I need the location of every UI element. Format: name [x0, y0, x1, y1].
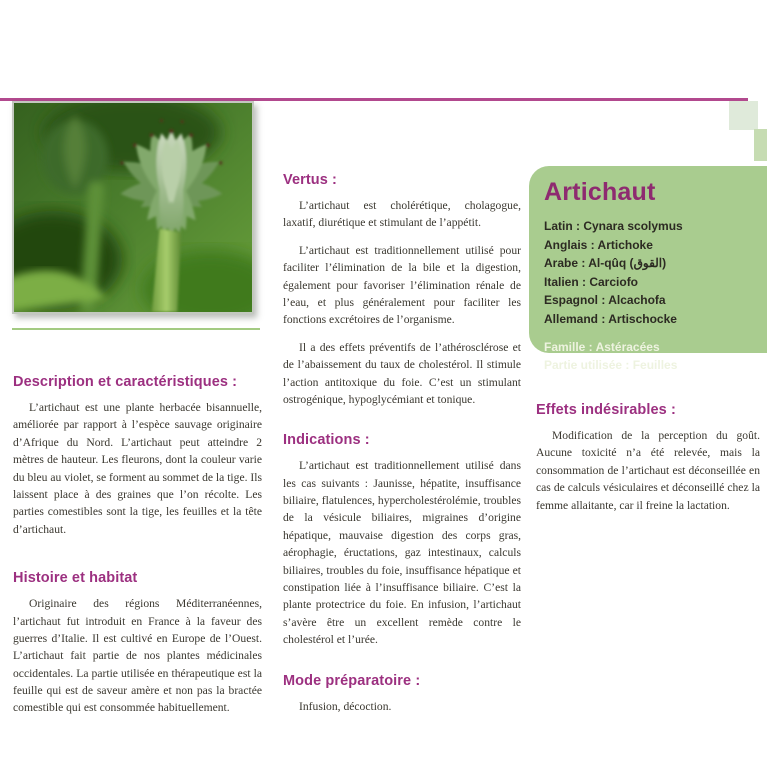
description-paragraph: L’artichaut est une plante herbacée bisannuelle, améliorée par rapport à l’espèce sauvage originaire d’Afrique du Nord. L’artichaut peut atteindre 2 mètres de hauteur. Les fleurons, dont la couleur varie du bleu au violet, se forment au sommet de la tige. Ils laissent place à des graines que l’on récolte. Les parties comestibles sont la tige, les feuilles et la tête d’artichaut. — [13, 401, 262, 536]
histoire-paragraph: Originaire des régions Méditerranéennes, l’artichaut fut introduit en France à la faveur des guerres d’Italie. Il est cultivé en Europe de l’Ouest. L’artichaut fait partie de nos plantes médicinales occidentales. La partie utilisée en thérapeutique est la feuille qui est de saveur amère et non pas la bractée comestible qui est consommée habituellement. — [13, 597, 262, 715]
indications-heading: Indications : — [283, 432, 370, 449]
artichoke-photo — [12, 101, 254, 314]
name-latin: Latin : Cynara scolymus — [544, 219, 683, 233]
vertus-paragraph-2: L’artichaut est traditionnellement utilisé pour faciliter l’élimination de la bile et la digestion, également pour favoriser l’élimination rénale de l’eau, et plus généralement pour faciliter les fonctions excrétoires de l’organisme. — [283, 243, 521, 327]
vertus-paragraph-3: Il a des effets préventifs de l’athérosclérose et de l’abaissement du taux de cholestérol. Il stimule l’action antitoxique du foie. C’est un stimulant ostrogénique, hypoglycémiant et tonique. — [283, 340, 521, 406]
description-heading: Description et caractéristiques : — [13, 374, 238, 390]
histoire-heading: Histoire et habitat — [13, 570, 138, 587]
name-espagnol: Espagnol : Alcachofa — [544, 293, 666, 308]
name-italien: Italien : Carciofo — [544, 274, 639, 289]
vertus-paragraph-1: L’artichaut est cholérétique, cholagogue, laxatif, diurétique et stimulant de l’appétit. — [283, 199, 521, 230]
plant-info-box — [529, 166, 767, 372]
left-column — [13, 374, 262, 727]
mode-preparatoire-paragraph: Infusion, décoction. — [299, 699, 392, 713]
name-arabe: Arabe : Al-qûq (القوق) — [544, 256, 667, 271]
indications-paragraph: L’artichaut est traditionnellement utilisé dans les cas suivants : Jaunisse, hépatite, insuffisance biliaire, flatulences, hypercholestérolémie, troubles de la vésicule biliaires, migraines d’origine hépatique, mauvaise digestion des corps gras, aérophagie, éructations, gaz intestinaux, calculs biliaires, troubles du foie, insuffisance hépatique et constipation liée à l’insuffisance biliaire. C’est la plante protectrice du foie. En infusion, l’artichaut s’avère être un excellent remède contre le cholestérol et l’urée. — [283, 459, 521, 647]
effets-paragraph: Modification de la perception du goût. Aucune toxicité n’a été relevée, mais la consommation de l’artichaut est déconseillée en cas de calculs vésiculaires et déconseillé chez la femme allaitante, car il freine la lactation. — [536, 429, 760, 512]
right-column — [536, 402, 760, 524]
famille-line: Famille : Astéracées — [544, 339, 660, 354]
plant-title: Artichaut — [544, 178, 656, 206]
photo-divider-rule — [12, 328, 260, 330]
middle-column — [283, 172, 521, 725]
vertus-heading: Vertus : — [283, 172, 337, 188]
name-allemand: Allemand : Artischocke — [544, 311, 677, 326]
artichoke-photo-illustration — [14, 103, 252, 312]
corner-deco-square-dark — [754, 129, 767, 161]
partie-utilisee-line: Partie utilisée : Feuilles — [544, 357, 678, 372]
name-anglais: Anglais : Artichoke — [544, 237, 653, 252]
corner-deco-square-light — [729, 101, 758, 130]
mode-preparatoire-heading: Mode préparatoire : — [283, 672, 421, 689]
effets-heading: Effets indésirables : — [536, 402, 676, 418]
